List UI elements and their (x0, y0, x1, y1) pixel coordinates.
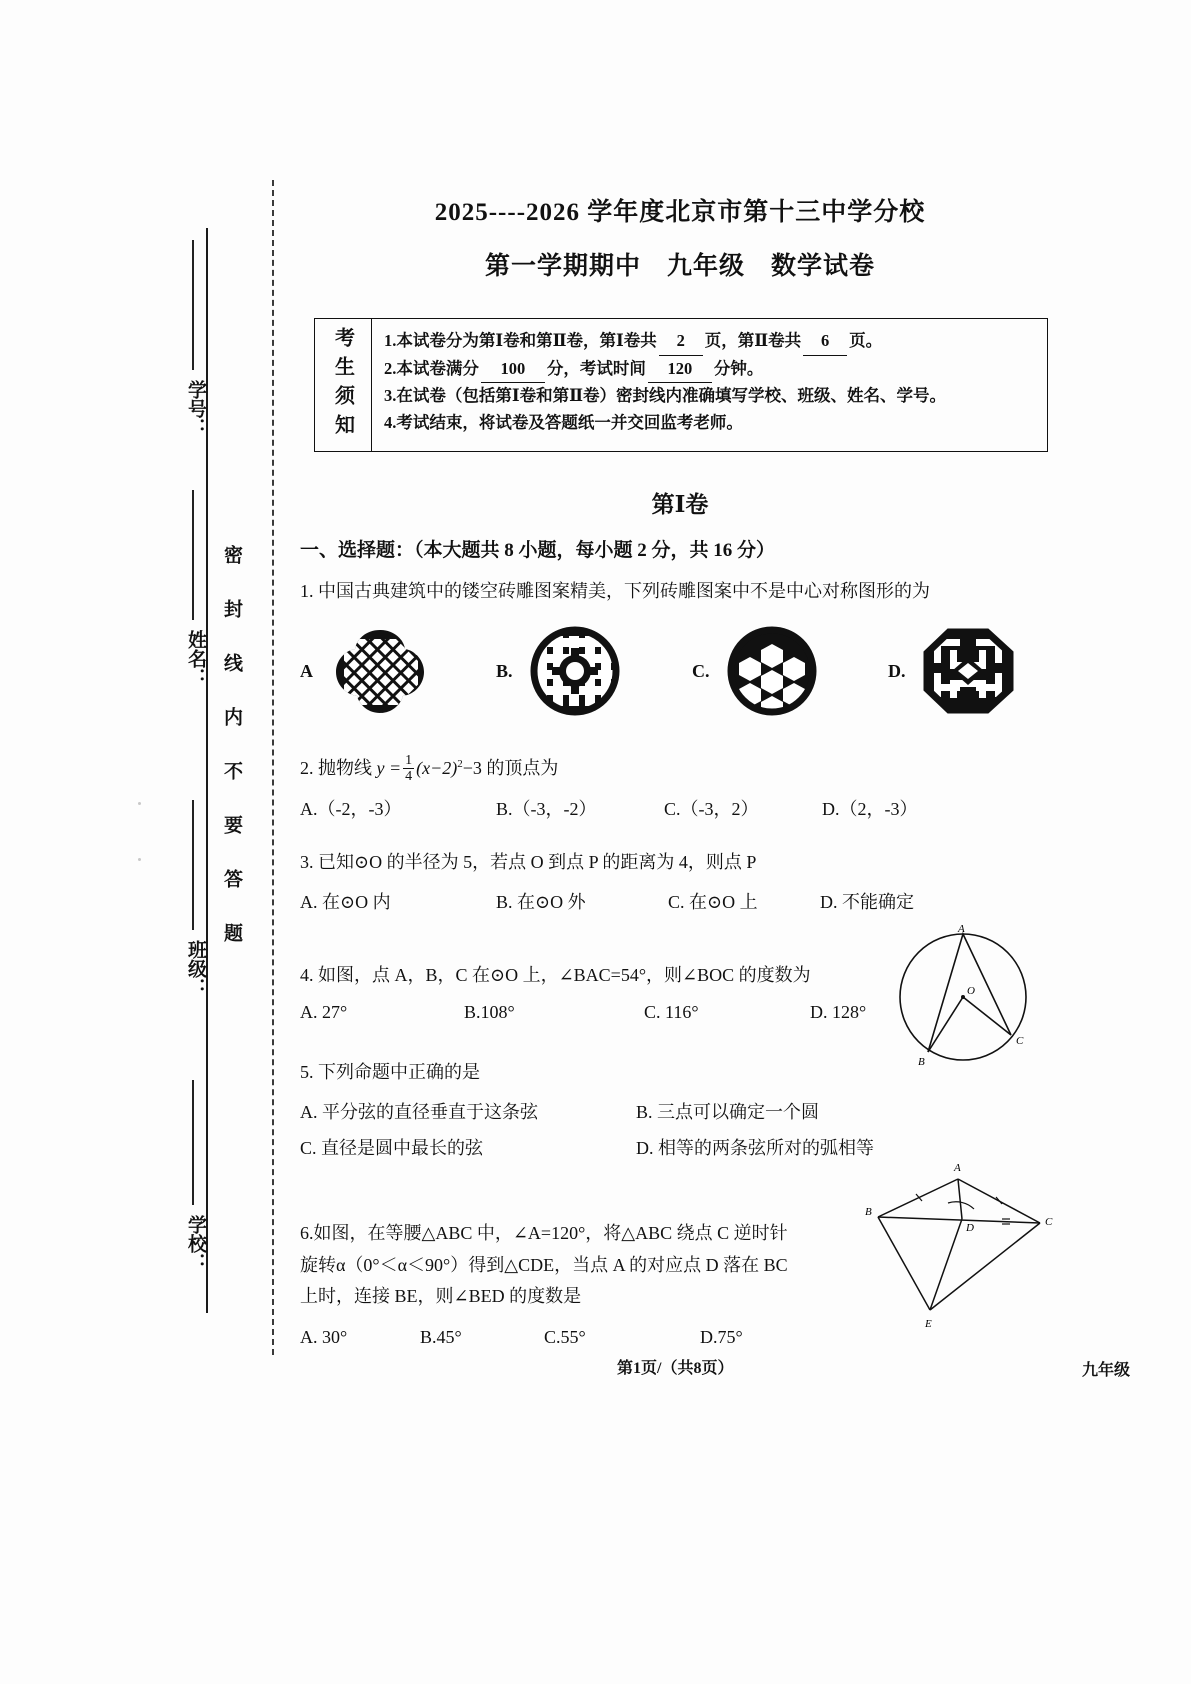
question-1-option-b-label: B. (496, 660, 513, 681)
circular-grid-pattern-icon (523, 624, 628, 719)
question-5-option-d[interactable]: D. 相等的两条弦所对的弧相等 (636, 1138, 874, 1159)
question-2-stem-pre: 抛物线 (318, 757, 372, 778)
page-number: 第1页/（共8页） (617, 1360, 734, 1377)
question-1-option-b[interactable] (496, 624, 692, 719)
footer-grade: 九年级 (1082, 1362, 1131, 1379)
question-3-option-a[interactable]: A. 在⊙O 内 (300, 892, 391, 913)
notice-blank-paper1-pages: 2 (659, 328, 703, 356)
question-1-option-a-label: A (300, 660, 313, 681)
quatrefoil-lattice-pattern-icon (323, 624, 438, 719)
exam-grade: 九年级 (666, 253, 745, 280)
question-1-stem: 中国古典建筑中的镂空砖雕图案精美，下列砖雕图案中不是中心对称图形的为 (318, 581, 930, 601)
question-4-option-a[interactable]: A. 27° (300, 1001, 348, 1022)
seal-line-note: 密 封 线 内 不 要 答 题 (221, 545, 242, 949)
question-2-fraction: $\frac{1}{4}$ (405, 752, 413, 784)
exam-term: 第一学期期中 (484, 253, 641, 280)
question-5-options-row1 (300, 1098, 1060, 1124)
notice-blank-total-score: 100 (481, 356, 545, 384)
field-rule-school (192, 1080, 194, 1205)
notice-box-label (315, 319, 372, 451)
question-1-option-c[interactable] (692, 624, 888, 719)
question-3-option-c[interactable]: C. 在⊙O 上 (668, 892, 758, 913)
question-3-number: 3. (300, 851, 314, 872)
fig6-label-E: E (925, 1318, 932, 1330)
question-3 (300, 847, 1060, 879)
question-4-option-d[interactable]: D. 128° (810, 1001, 867, 1022)
question-2-formula-rest: (x−2) (416, 757, 458, 778)
question-2-formula-tail: −3 (462, 757, 482, 778)
question-4-option-c[interactable]: C. 116° (644, 1001, 699, 1022)
question-2-option-b[interactable]: B.（-3，-2） (496, 798, 597, 819)
question-1-option-d-label: D. (888, 660, 906, 681)
field-label-school: 学校： (185, 1215, 206, 1272)
question-2-stem-post: 的顶点为 (486, 757, 559, 778)
fig4-label-C: C (1016, 1035, 1024, 1047)
question-6 (300, 1218, 870, 1313)
question-6-option-d[interactable]: D.75° (700, 1326, 743, 1347)
question-6-option-b[interactable]: B.45° (420, 1326, 462, 1347)
exam-title-line1: 2025----2026 学年度北京市第十三中学分校 (434, 199, 926, 226)
notice-label-text: 考生须知 (331, 327, 354, 443)
octagonal-maze-pattern-icon (916, 624, 1021, 719)
question-3-options (300, 888, 1060, 914)
paper-part-title: 第Ⅰ卷 (651, 492, 709, 517)
question-1-options-figures (300, 624, 1060, 719)
rotated-triangle-diagram (862, 1145, 1062, 1340)
circle-inscribed-angle-diagram (868, 925, 1058, 1075)
question-2-number: 2. (300, 757, 314, 778)
field-label-student-id: 学号： (185, 380, 206, 437)
hexagonal-honeycomb-pattern-icon (720, 624, 825, 719)
question-1 (300, 576, 1060, 608)
question-2-option-d[interactable]: D.（2，-3） (822, 798, 918, 819)
fig6-label-D: D (966, 1222, 974, 1234)
question-2-formula-power: 2 (457, 757, 463, 770)
notice-item-2: 2.本试卷满分 100 分，考试时间 120 分钟。 (384, 356, 1037, 384)
notice-blank-duration: 120 (648, 356, 712, 384)
question-6-stem-line1: 如图，在等腰△ABC 中，∠A=120°，将△ABC 绕点 C 逆时针 (313, 1223, 788, 1244)
question-1-option-c-label: C. (692, 660, 710, 681)
question-2-option-c[interactable]: C.（-3，2） (664, 798, 759, 819)
exam-subject: 数学试卷 (771, 253, 876, 280)
fig4-label-B: B (918, 1056, 925, 1068)
question-2-formula-y: y = (376, 757, 402, 778)
question-1-option-d[interactable] (888, 624, 1060, 719)
question-3-stem: 已知⊙O 的半径为 5，若点 O 到点 P 的距离为 4，则点 P (318, 851, 757, 872)
fig6-label-C: C (1045, 1216, 1053, 1228)
notice-box-body (372, 319, 1047, 451)
question-1-option-a[interactable] (300, 624, 496, 719)
scan-speck (138, 858, 141, 861)
question-4-number: 4. (300, 965, 314, 986)
field-rule-name (192, 490, 194, 620)
question-2-options (300, 795, 1060, 821)
fig4-label-A: A (958, 925, 965, 935)
question-5-option-b[interactable]: B. 三点可以确定一个圆 (636, 1102, 820, 1123)
exam-title-line2 (300, 246, 1060, 282)
notice-item-4: 4.考试结束，将试卷及答题纸一并交回监考老师。 (384, 413, 743, 433)
question-1-number: 1. (300, 581, 314, 601)
question-6-number: 6. (300, 1223, 314, 1244)
fig6-label-A: A (954, 1162, 961, 1174)
notice-item-3: 3.在试卷（包括第Ⅰ卷和第Ⅱ卷）密封线内准确填写学校、班级、姓名、学号。 (384, 386, 946, 406)
field-label-name: 姓名： (185, 630, 206, 687)
question-3-option-b[interactable]: B. 在⊙O 外 (496, 892, 586, 913)
question-5-option-a[interactable]: A. 平分弦的直径垂直于这条弦 (300, 1102, 538, 1123)
seal-dashed-line (272, 180, 274, 1355)
question-6-stem-line3: 上时，连接 BE，则∠BED 的度数是 (300, 1286, 582, 1307)
question-5-stem: 下列命题中正确的是 (318, 1061, 480, 1082)
question-6-option-c[interactable]: C.55° (544, 1326, 586, 1347)
question-4-option-b[interactable]: B.108° (464, 1001, 515, 1022)
question-2 (300, 753, 1060, 785)
question-6-line1 (300, 1218, 870, 1250)
question-4-stem: 如图，点 A，B，C 在⊙O 上，∠BAC=54°，则∠BOC 的度数为 (318, 965, 811, 986)
question-3-option-d[interactable]: D. 不能确定 (820, 892, 914, 913)
question-5-option-c[interactable]: C. 直径是圆中最长的弦 (300, 1138, 484, 1159)
field-rule-student-id (192, 240, 194, 370)
field-rule-class (192, 800, 194, 930)
fig4-label-O: O (967, 985, 975, 997)
scan-speck (138, 802, 141, 805)
field-label-class: 班级： (185, 940, 206, 997)
candidate-notice-box (314, 318, 1048, 452)
notice-blank-paper2-pages: 6 (803, 328, 847, 356)
question-6-stem-line2: 旋转α（0°＜α＜90°）得到△CDE，当点 A 的对应点 D 落在 BC (300, 1254, 788, 1275)
question-6-option-a[interactable]: A. 30° (300, 1326, 348, 1347)
question-2-option-a[interactable]: A.（-2，-3） (300, 798, 402, 819)
question-5-number: 5. (300, 1061, 314, 1082)
section-heading-choice: 一、选择题：（本大题共 8 小题，每小题 2 分，共 16 分） (300, 540, 776, 561)
notice-item-1: 1.本试卷分为第Ⅰ卷和第Ⅱ卷，第Ⅰ卷共 2 页，第Ⅱ卷共 6 页。 (384, 328, 1037, 356)
fig6-label-B: B (865, 1206, 872, 1218)
